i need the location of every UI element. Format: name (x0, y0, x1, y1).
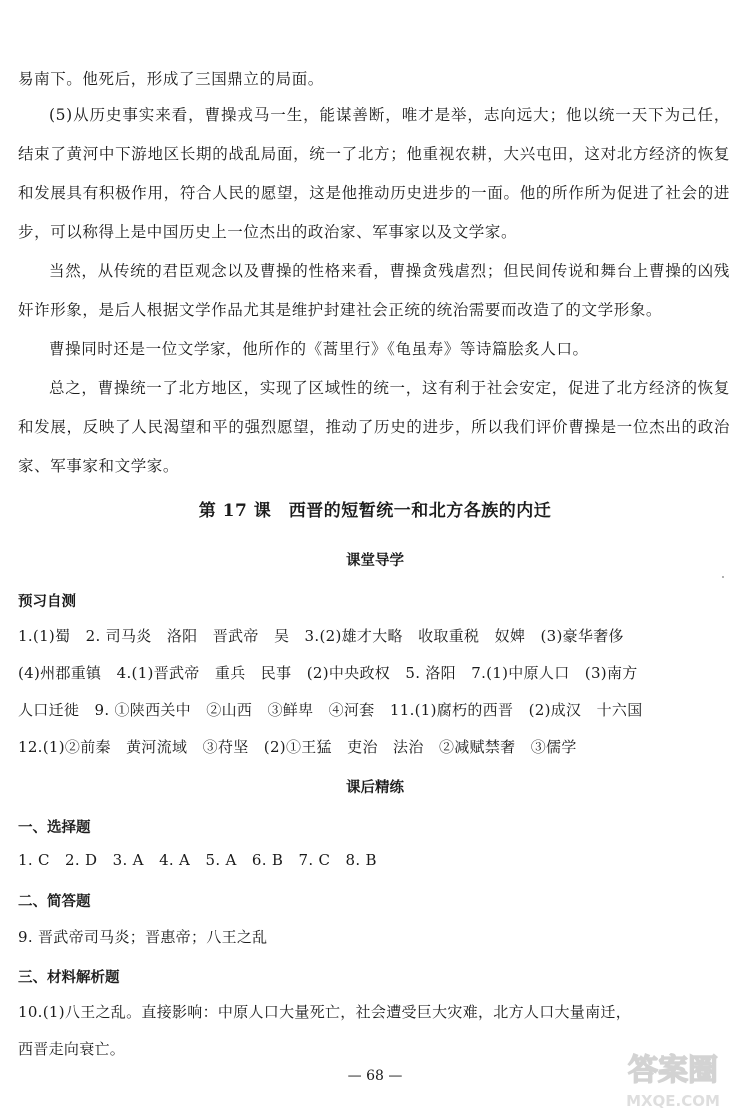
watermark-text-main: 答案圈 (628, 1053, 718, 1088)
watermark-logo (602, 1044, 744, 1112)
short-answer: 9. 晋武帝司马炎；晋惠帝；八王之乱 (18, 928, 268, 946)
paragraph-continuation: 易南下。他死后，形成了三国鼎立的局面。 (18, 70, 324, 88)
paragraph-traditional-view: 当然，从传统的君臣观念以及曹操的性格来看，曹操贪残虐烈；但民间传说和舞台上曹操的凶残奸诈形象，是后人根据文学作品尤其是维护封建社会正统的统治需要而改造了的文学形象。 (18, 262, 730, 319)
paragraph-literary-works: 曹操同时还是一位文学家，他所作的《蒿里行》《龟虽寿》等诗篇脍炙人口。 (49, 340, 589, 358)
section-title-classroom: 课堂导学 (346, 553, 404, 569)
answer-line-4: 12.(1)②前秦 黄河流域 ③苻坚 (2)①王猛 吏治 法治 ②减赋禁奢 ③儒学 (18, 738, 577, 756)
paragraph-conclusion: 总之，曹操统一了北方地区，实现了区域性的统一，这有利于社会安定，促进了北方经济的恢复和发展，反映了人民渴望和平的强烈愿望，推动了历史的进步，所以我们评价曹操是一位杰出的政治家、军事家和文学家。 (18, 379, 730, 475)
question-10-line-2: 西晋走向衰亡。 (18, 1040, 126, 1058)
question-10-line-1: 10.(1)八王之乱。直接影响：中原人口大量死亡，社会遭受巨大灾难，北方人口大量南迁， (18, 1003, 632, 1021)
watermark-text-url: MXQE.COM (626, 1092, 720, 1110)
subheading-material-analysis: 三、材料解析题 (18, 970, 120, 986)
answer-line-3: 人口迁徙 9. ①陕西关中 ②山西 ③鲜卑 ④河套 11.(1)腐朽的西晋 (2)成汉 十六国 (18, 701, 643, 719)
paragraph-history-evaluation: (5)从历史事实来看，曹操戎马一生，能谋善断，唯才是举，志向远大；他以统一天下为己任，结束了黄河中下游地区长期的战乱局面，统一了北方；他重视农耕，大兴屯田，这对北方经济的恢复和发展具有积极作用，符合人民的愿望，这是他推动历史进步的一面。他的所作所为促进了社会的进步，可以称得上是中国历史上一位杰出的政治家、军事家以及文学家。 (18, 106, 730, 241)
stray-mark (722, 576, 724, 578)
subheading-multiple-choice: 一、选择题 (18, 820, 91, 836)
section-title-after-class: 课后精练 (346, 780, 404, 796)
subheading-short-answer: 二、简答题 (18, 894, 91, 910)
answer-line-2: (4)州郡重镇 4.(1)晋武帝 重兵 民事 (2)中央政权 5. 洛阳 7.(1)中原人口 (3)南方 (18, 664, 638, 682)
page-number: — 68 — (347, 1068, 403, 1084)
answer-line-1: 1.(1)蜀 2. 司马炎 洛阳 晋武帝 吴 3.(2)雄才大略 收取重税 奴婢 (3)豪华奢侈 (18, 627, 624, 645)
subheading-preview-test: 预习自测 (18, 594, 76, 610)
lesson-title: 第 17 课 西晋的短暂统一和北方各族的内迁 (198, 501, 552, 521)
choice-answers: 1. C 2. D 3. A 4. A 5. A 6. B 7. C 8. B (18, 851, 377, 869)
